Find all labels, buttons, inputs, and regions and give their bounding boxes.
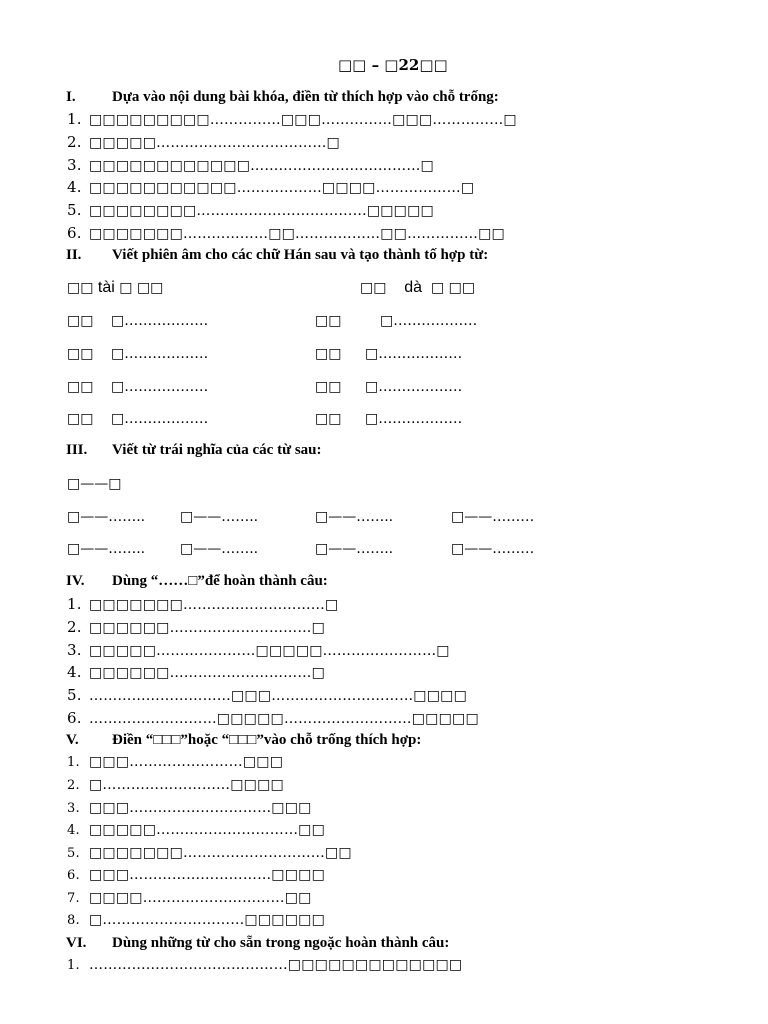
char-group-header-right xyxy=(360,279,475,297)
exercise-line xyxy=(67,618,325,636)
line-number: 1. xyxy=(67,595,82,613)
word-row-left xyxy=(67,411,93,427)
section-3-heading xyxy=(66,442,322,459)
word: □□ xyxy=(67,313,94,329)
line-text: □□□□□□□…………………………□□ xyxy=(89,845,352,861)
exercise-line xyxy=(67,686,467,704)
exercise-line xyxy=(67,178,474,196)
line-text: □□□…………………………□□□ xyxy=(89,800,312,816)
section-6-heading xyxy=(66,935,449,952)
exercise-line xyxy=(67,867,325,883)
line-text: □□□…………………………□□□□ xyxy=(89,867,325,883)
line-number: 1. xyxy=(67,958,80,973)
exercise-line xyxy=(67,912,325,928)
blank-left xyxy=(111,379,208,395)
exercise-line xyxy=(67,822,325,838)
line-text: □□□□□………………………………□ xyxy=(89,135,340,151)
line-number: 3. xyxy=(67,801,80,816)
header-rest: □ □□ xyxy=(430,280,476,296)
section-heading-text: Viết phiên âm cho các chữ Hán sau và tạo thành tố hợp từ: xyxy=(112,247,489,263)
blank-right xyxy=(365,411,462,427)
word: □□ xyxy=(67,379,94,395)
line-text: □□□□□□□…………………………□ xyxy=(89,597,339,613)
line-text: □………………………□□□□ xyxy=(89,777,284,793)
section-4-heading xyxy=(66,573,328,590)
word-row-right xyxy=(315,411,341,427)
line-number: 2. xyxy=(67,778,80,793)
word: □□ xyxy=(315,346,342,362)
line-number: 2. xyxy=(67,618,82,636)
word-row-left xyxy=(67,313,93,329)
blank: □……………… xyxy=(365,411,463,427)
word-row-right xyxy=(315,313,341,329)
line-text: □□□□□□□□□……………□□□……………□□□……………□ xyxy=(89,112,517,128)
page-title: □□ – □22□□ xyxy=(338,56,448,74)
blank: □……………… xyxy=(365,379,463,395)
line-text: ……………………………………□□□□□□□□□□□□□ xyxy=(89,957,463,973)
section-number: VI. xyxy=(66,935,87,951)
line-number: 5. xyxy=(67,846,80,861)
word: □□ xyxy=(315,411,342,427)
antonym-blank: □——……… xyxy=(451,509,535,525)
section-heading-text: Dùng “……□”để hoàn thành câu: xyxy=(112,573,328,589)
blank: □……………… xyxy=(111,313,209,329)
antonym-blank: □——…….. xyxy=(67,541,146,557)
blank: □……………… xyxy=(365,346,463,362)
exercise-line xyxy=(67,663,325,681)
exercise-line xyxy=(67,957,462,973)
line-text: □□□□□□□□………………………………□□□□□ xyxy=(89,203,434,219)
line-number: 1. xyxy=(67,110,82,128)
line-text: □□□□□…………………………□□ xyxy=(89,822,325,838)
section-heading-text: Dùng những từ cho sẵn trong ngoặc hoàn thành câu: xyxy=(112,935,450,951)
word: □□ xyxy=(315,313,342,329)
line-number: 6. xyxy=(67,868,80,883)
word-row-right xyxy=(315,379,341,395)
exercise-line xyxy=(67,156,434,174)
antonym-blank: □——…….. xyxy=(180,541,259,557)
exercise-line xyxy=(67,800,312,816)
antonym-blank: □——…….. xyxy=(315,541,394,557)
word: □□ xyxy=(67,411,94,427)
section-heading-text: Dựa vào nội dung bài khóa, điền từ thích hợp vào chỗ trống: xyxy=(112,89,499,105)
char-group-header-left xyxy=(67,279,163,297)
blank-left xyxy=(111,313,208,329)
section-2-heading xyxy=(66,247,488,264)
blank-right xyxy=(365,379,462,395)
exercise-line xyxy=(67,133,340,151)
line-text: □□□□□□…………………………□ xyxy=(89,620,325,636)
section-heading-text: Viết từ trái nghĩa của các từ sau: xyxy=(112,442,322,458)
exercise-line xyxy=(67,201,434,219)
blank-right xyxy=(365,346,462,362)
exercise-line xyxy=(67,754,283,770)
section-number: V. xyxy=(66,732,79,748)
blank-left xyxy=(111,346,208,362)
word-row-left xyxy=(67,379,93,395)
line-number: 4. xyxy=(67,823,80,838)
line-text: □□□□□□□………………□□………………□□……………□□ xyxy=(89,226,505,242)
exercise-line xyxy=(67,845,352,861)
line-number: 5. xyxy=(67,686,82,704)
section-5-heading xyxy=(66,732,421,749)
exercise-line xyxy=(67,709,479,727)
word-row-left xyxy=(67,346,93,362)
line-number: 4. xyxy=(67,663,82,681)
word: □□ xyxy=(67,346,94,362)
word-row-right xyxy=(315,346,341,362)
line-number: 2. xyxy=(67,133,82,151)
header-pinyin: dà xyxy=(404,279,423,296)
blank: □……………… xyxy=(111,346,209,362)
line-number: 5. xyxy=(67,201,82,219)
section-heading-text: Điền “□□□”hoặc “□□□”vào chỗ trống thích hợp: xyxy=(112,732,422,748)
section-number: II. xyxy=(66,247,82,263)
line-text: ………………………□□□□□………………………□□□□□ xyxy=(89,711,479,727)
exercise-line xyxy=(67,777,284,793)
header-chars: □□ xyxy=(67,280,94,296)
line-text: □□□□…………………………□□ xyxy=(89,890,312,906)
header-chars: □□ xyxy=(360,280,387,296)
section-1-heading xyxy=(66,89,499,106)
line-number: 1. xyxy=(67,755,80,770)
exercise-line xyxy=(67,641,450,659)
exercise-line xyxy=(67,224,505,242)
line-text: □□□□□□□□□□□………………□□□□………………□ xyxy=(89,180,475,196)
line-number: 6. xyxy=(67,224,82,242)
blank-left xyxy=(111,411,208,427)
antonym-blank: □——……… xyxy=(451,541,535,557)
exercise-line xyxy=(67,890,312,906)
section-number: I. xyxy=(66,89,76,105)
line-text: □…………………………□□□□□□ xyxy=(89,912,325,928)
line-number: 3. xyxy=(67,641,82,659)
line-text: □□□……………………□□□ xyxy=(89,754,284,770)
blank: □……………… xyxy=(111,379,209,395)
line-text: …………………………□□□…………………………□□□□ xyxy=(89,688,467,704)
line-number: 4. xyxy=(67,178,82,196)
section-number: IV. xyxy=(66,573,85,589)
line-text: □□□□□□…………………………□ xyxy=(89,665,325,681)
exercise-line xyxy=(67,595,338,613)
blank: □……………… xyxy=(111,411,209,427)
header-rest: □ □□ xyxy=(119,280,164,296)
exercise-line xyxy=(67,110,517,128)
line-text: □□□□□□□□□□□□………………………………□ xyxy=(89,158,434,174)
header-pinyin: tài xyxy=(97,279,115,296)
antonym-blank: □——…….. xyxy=(67,509,146,525)
line-number: 8. xyxy=(67,913,80,928)
antonym-example: □——□ xyxy=(67,476,122,492)
line-text: □□□□□…………………□□□□□……………………□ xyxy=(89,643,450,659)
line-number: 6. xyxy=(67,709,82,727)
word: □□ xyxy=(315,379,342,395)
line-number: 7. xyxy=(67,891,80,906)
blank-right xyxy=(380,313,477,329)
line-number: 3. xyxy=(67,156,82,174)
section-number: III. xyxy=(66,442,88,458)
antonym-blank: □——…….. xyxy=(315,509,394,525)
blank: □……………… xyxy=(380,313,478,329)
antonym-blank: □——…….. xyxy=(180,509,259,525)
